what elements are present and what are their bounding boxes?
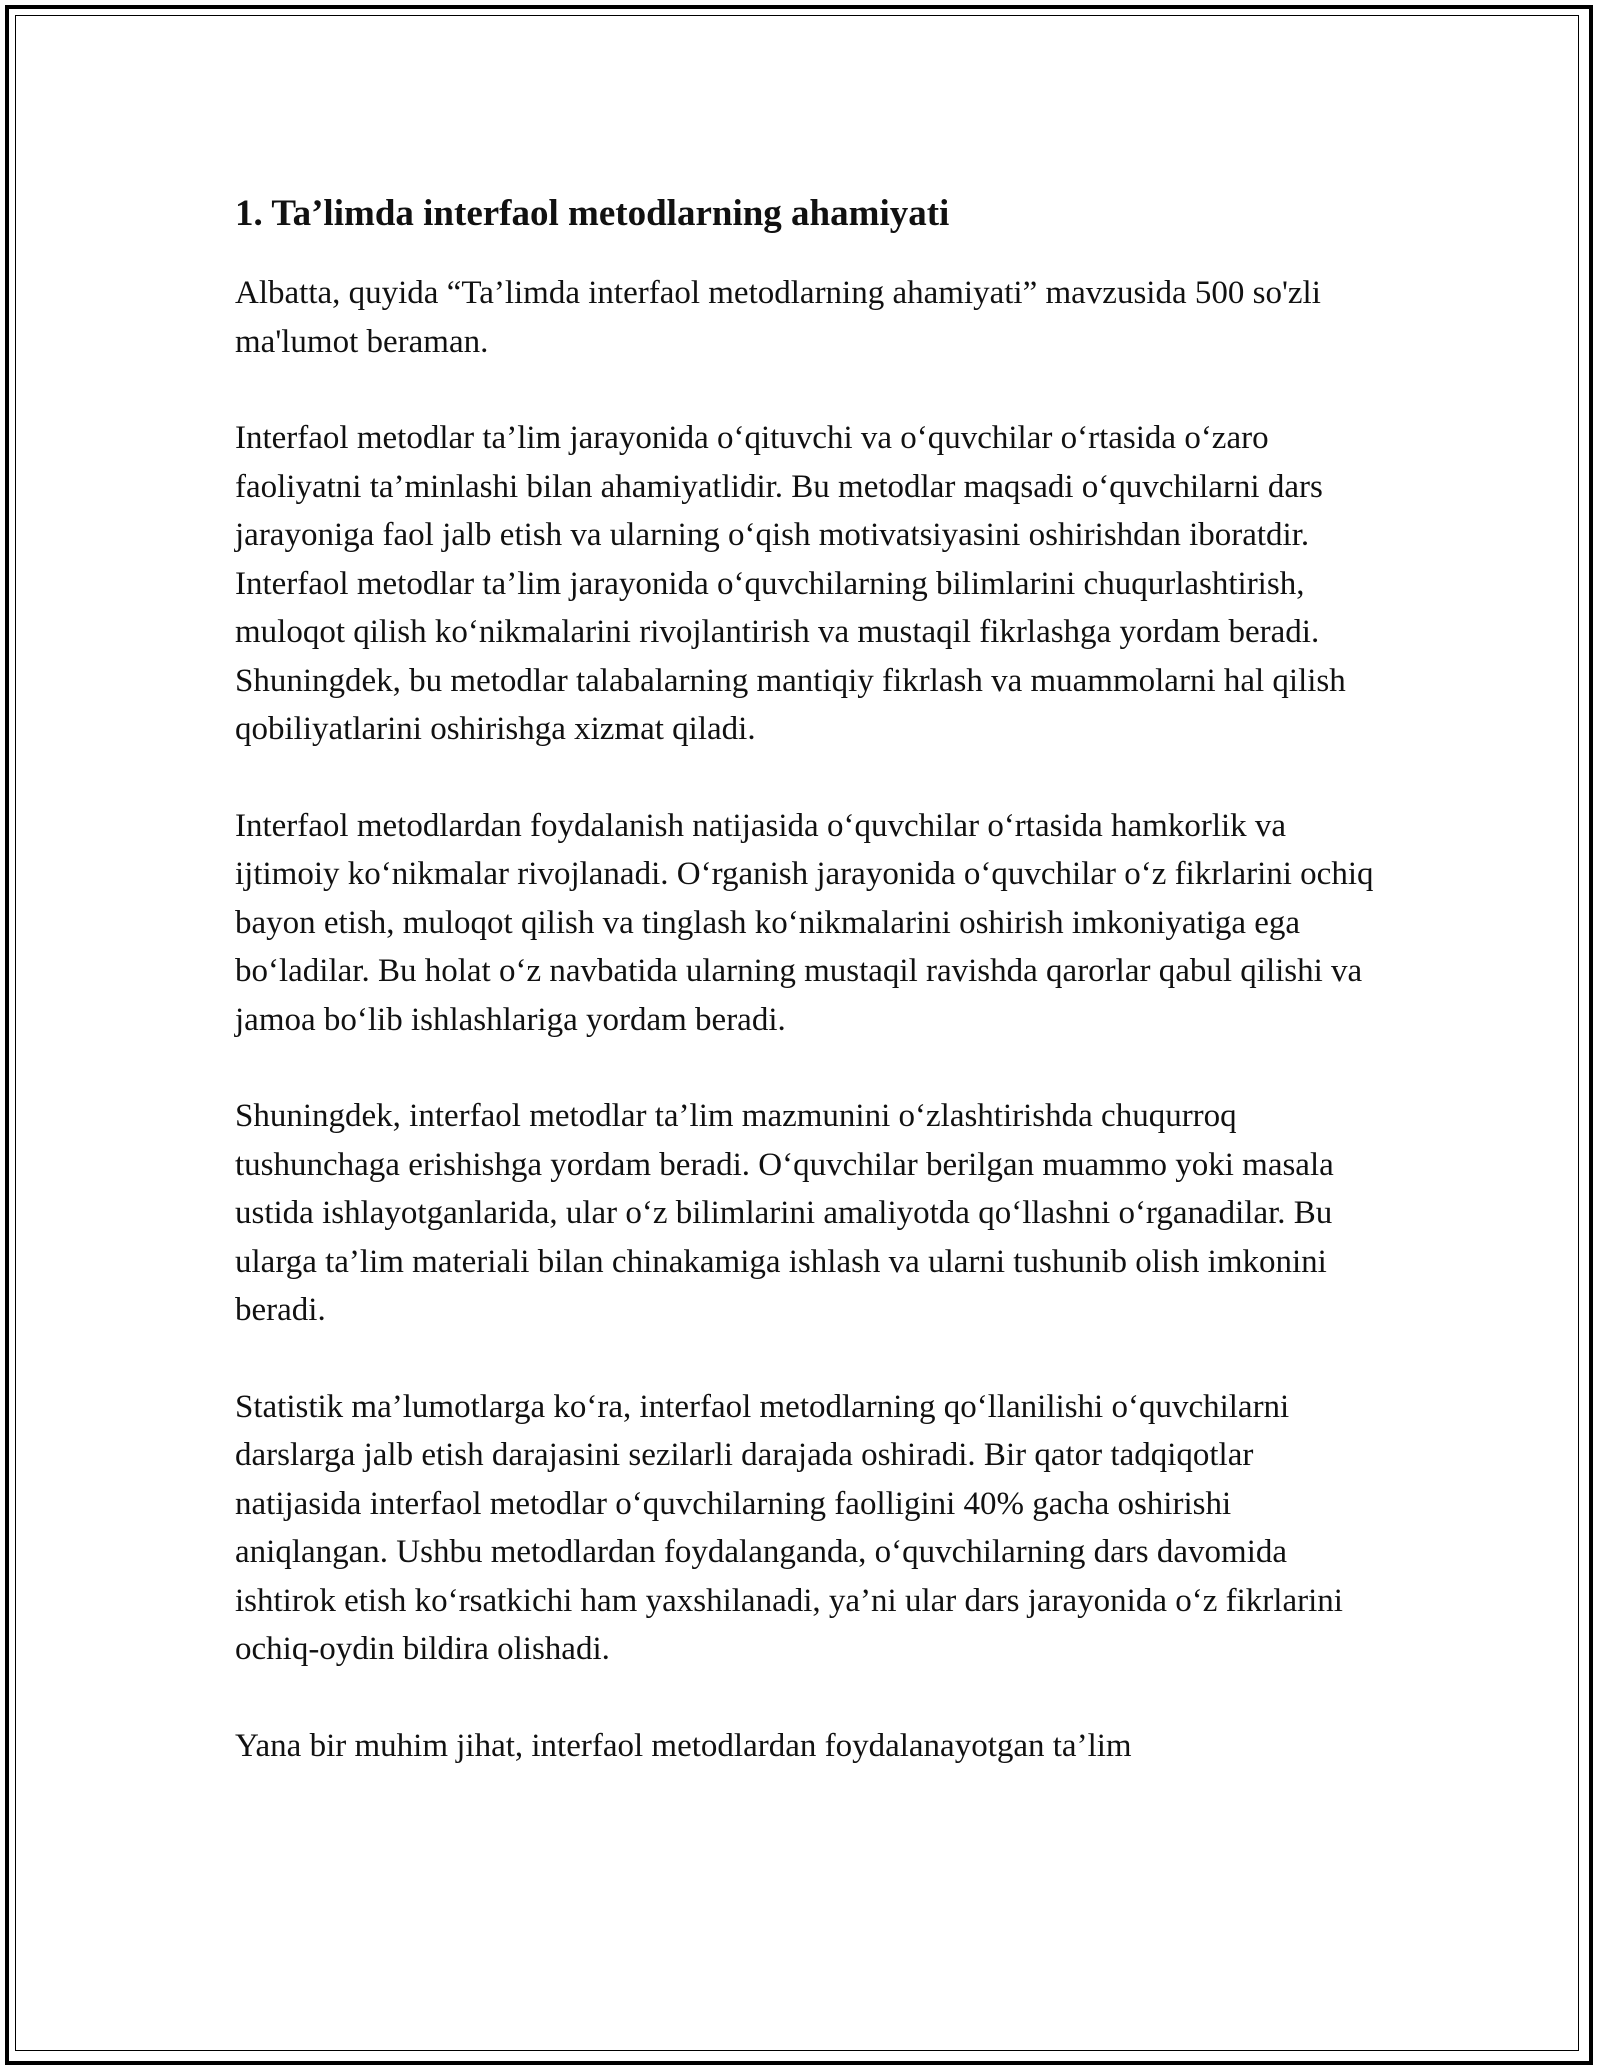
paragraph: Yana bir muhim jihat, interfaol metodlardan foydalanayotgan ta’lim (235, 1727, 1132, 1764)
paragraph: Interfaol metodlardan foydalanish natijasida o‘quvchilar o‘rtasida hamkorlik va ijtimoiy ko‘nikmalar rivojlanadi. O‘rganish jarayonida o‘quvchilar o‘z fikrlarini ochiq bayon etish, muloqot qilish va tinglash ko‘nikmalarini oshirish imkoniyatiga ega bo‘ladilar. Bu holat o‘z navbatida ularning mustaqil ravishda qarorlar qabul qilishi va jamoa bo‘lib ishlashlariga yordam beradi. (235, 807, 1374, 1038)
paragraph-intro: Albatta, quyida “Ta’limda interfaol metodlarning ahamiyati” mavzusida 500 so'zli ma'lumot beraman. (235, 275, 1321, 360)
paragraph: Shuningdek, interfaol metodlar ta’lim mazmunini o‘zlashtirishda chuqurroq tushunchaga erishishga yordam beradi. O‘quvchilar berilgan muammo yoki masala ustida ishlayotganlarida, ular o‘z bilimlarini amaliyotda qo‘llashni o‘rganadilar. Bu ularga ta’lim materiali bilan chinakamiga ishlash va ularni tushunib olish imkonini beradi. (235, 1098, 1334, 1328)
paragraph: Statistik ma’lumotlarga ko‘ra, interfaol metodlarning qo‘llanilishi o‘quvchilarni darslarga jalb etish darajasini sezilarli darajada oshiradi. Bir qator tadqiqotlar natijasida interfaol metodlar o‘quvchilarning faolligini 40% gacha oshirishi aniqlangan. Ushbu metodlardan foydalanganda, o‘quvchilarning dars davomida ishtirok etish ko‘rsatkichi ham yaxshilanadi, ya’ni ular dars jarayonida o‘z fikrlarini ochiq-oydin bildira olishadi. (235, 1388, 1343, 1667)
document-title: 1. Ta’limda interfaol metodlarning ahamiyati (235, 193, 950, 234)
paragraph: Interfaol metodlar ta’lim jarayonida o‘qituvchi va o‘quvchilar o‘rtasida o‘zaro faoliyatni ta’minlashi bilan ahamiyatlidir. Bu metodlar maqsadi o‘quvchilarni dars jarayoniga faol jalb etish va ularning o‘qish motivatsiyasini oshirishdan iboratdir. Interfaol metodlar ta’lim jarayonida o‘quvchilarning bilimlarini chuqurlashtirish, muloqot qilish ko‘nikmalarini rivojlantirish va mustaqil fikrlashga yordam beradi. Shuningdek, bu metodlar talabalarning mantiqiy fikrlash va muammolarni hal qilish qobiliyatlarini oshirishga xizmat qiladi. (235, 420, 1346, 747)
document-body (235, 186, 1385, 1818)
